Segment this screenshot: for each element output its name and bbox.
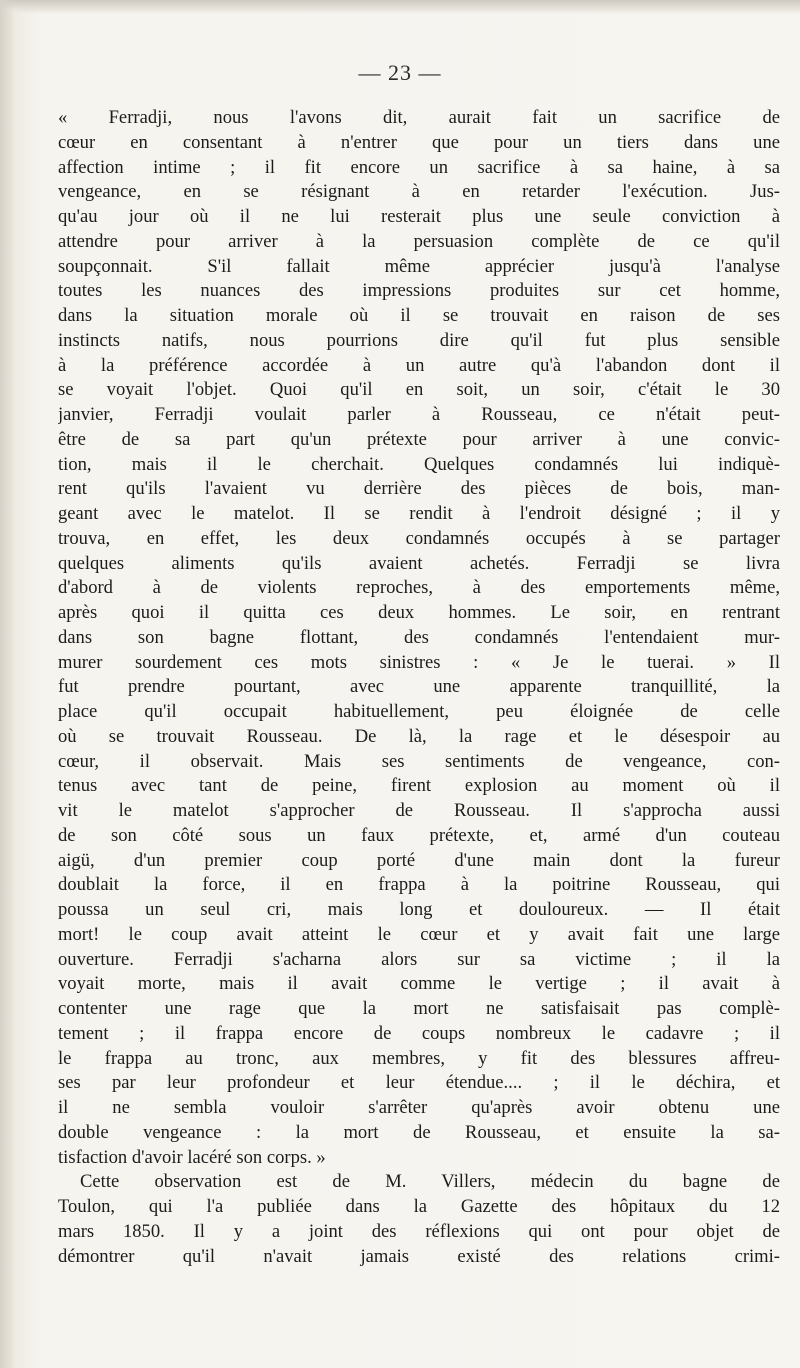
text-line: voyait morte, mais il avait comme le vertige ; il avait à <box>58 973 780 995</box>
text-line: trouva, en effet, les deux condamnés occupés à se partager <box>58 527 780 549</box>
text-line: doublait la force, il en frappa à la poitrine Rousseau, qui <box>58 874 780 896</box>
body-text <box>58 106 780 1269</box>
text-line: poussa un seul cri, mais long et douloureux. — Il était <box>58 899 780 920</box>
text-line: rent qu'ils l'avaient vu derrière des pièces de bois, man- <box>58 478 780 500</box>
text-line: à la préférence accordée à un autre qu'à l'abandon dont il <box>58 354 780 376</box>
text-line: après quoi il quitta ces deux hommes. Le soir, en rentrant <box>58 602 780 623</box>
text-line: « Ferradji, nous l'avons dit, aurait fait un sacrifice de <box>58 107 780 128</box>
text-line: aigü, d'un premier coup porté d'une main dont la fureur <box>58 849 780 871</box>
text-line: cœur en consentant à n'entrer que pour un tiers dans une <box>58 131 780 153</box>
text-line: place qu'il occupait habituellement, peu éloignée de celle <box>58 701 780 722</box>
page-top-edge <box>0 0 800 14</box>
text-line: tenus avec tant de peine, firent explosion au moment où il <box>58 775 780 797</box>
text-line: il ne sembla vouloir s'arrêter qu'après avoir obtenu une <box>58 1097 780 1118</box>
page-number: — 23 — <box>358 60 442 85</box>
text-line: mort! le coup avait atteint le cœur et y avait fait une large <box>58 923 780 945</box>
text-line: geant avec le matelot. Il se rendit à l'endroit désigné ; il y <box>58 503 780 524</box>
text-line: murer sourdement ces mots sinistres : « Je le tuerai. » Il <box>58 651 780 673</box>
text-line: vengeance, en se résignant à en retarder l'exécution. Jus- <box>58 181 780 203</box>
text-line: tement ; il frappa encore de coups nombreux le cadavre ; il <box>58 1022 780 1044</box>
text-line: dans son bagne flottant, des condamnés l'entendaient mur- <box>58 626 780 648</box>
text-line: ses par leur profondeur et leur étendue.... ; il le déchira, et <box>58 1072 780 1094</box>
text-line: démontrer qu'il n'avait jamais existé des relations crimi- <box>58 1245 780 1267</box>
text-line: contenter une rage que la mort ne satisfaisait pas complè- <box>58 998 780 1019</box>
text-line: de son côté sous un faux prétexte, et, armé d'un couteau <box>58 824 780 846</box>
text-line: qu'au jour où il ne lui resterait plus une seule conviction à <box>58 206 780 227</box>
text-line: fut prendre pourtant, avec une apparente tranquillité, la <box>58 676 780 698</box>
text-line: toutes les nuances des impressions produites sur cet homme, <box>58 280 780 302</box>
text-line: attendre pour arriver à la persuasion complète de ce qu'il <box>58 230 780 252</box>
text-line: vit le matelot s'approcher de Rousseau. Il s'approcha aussi <box>58 800 780 821</box>
text-line: soupçonnait. S'il fallait même apprécier jusqu'à l'analyse <box>58 255 780 277</box>
text-line: Cette observation est de M. Villers, médecin du bagne de <box>80 1171 780 1193</box>
text-line: cœur, il observait. Mais ses sentiments de vengeance, con- <box>58 750 780 772</box>
page-gutter-shadow <box>0 0 14 1368</box>
text-line: tisfaction d'avoir lacéré son corps. » <box>58 1146 326 1168</box>
text-line: mars 1850. Il y a joint des réflexions qui ont pour objet de <box>58 1220 780 1242</box>
text-line: quelques aliments qu'ils avaient achetés. Ferradji se livra <box>58 552 780 574</box>
text-line: se voyait l'objet. Quoi qu'il en soit, un soir, c'était le 30 <box>58 379 780 401</box>
text-line: affection intime ; il fit encore un sacrifice à sa haine, à sa <box>58 156 780 178</box>
text-line: le frappa au tronc, aux membres, y fit des blessures affreu- <box>58 1047 780 1069</box>
text-line: ouverture. Ferradji s'acharna alors sur sa victime ; il la <box>58 948 780 970</box>
text-line: instincts natifs, nous pourrions dire qu'il fut plus sensible <box>58 329 780 351</box>
text-line: où se trouvait Rousseau. De là, la rage et le désespoir au <box>58 725 780 747</box>
text-line: double vengeance : la mort de Rousseau, et ensuite la sa- <box>58 1121 780 1143</box>
text-line: tion, mais il le cherchait. Quelques condamnés lui indiquè- <box>58 453 780 475</box>
text-line: dans la situation morale où il se trouvait en raison de ses <box>58 305 780 326</box>
text-line: Toulon, qui l'a publiée dans la Gazette des hôpitaux du 12 <box>58 1196 780 1217</box>
text-line: janvier, Ferradji voulait parler à Rousseau, ce n'était peut- <box>58 404 780 425</box>
text-line: être de sa part qu'un prétexte pour arriver à une convic- <box>58 428 780 450</box>
text-line: d'abord à de violents reproches, à des emportements même, <box>58 577 780 599</box>
